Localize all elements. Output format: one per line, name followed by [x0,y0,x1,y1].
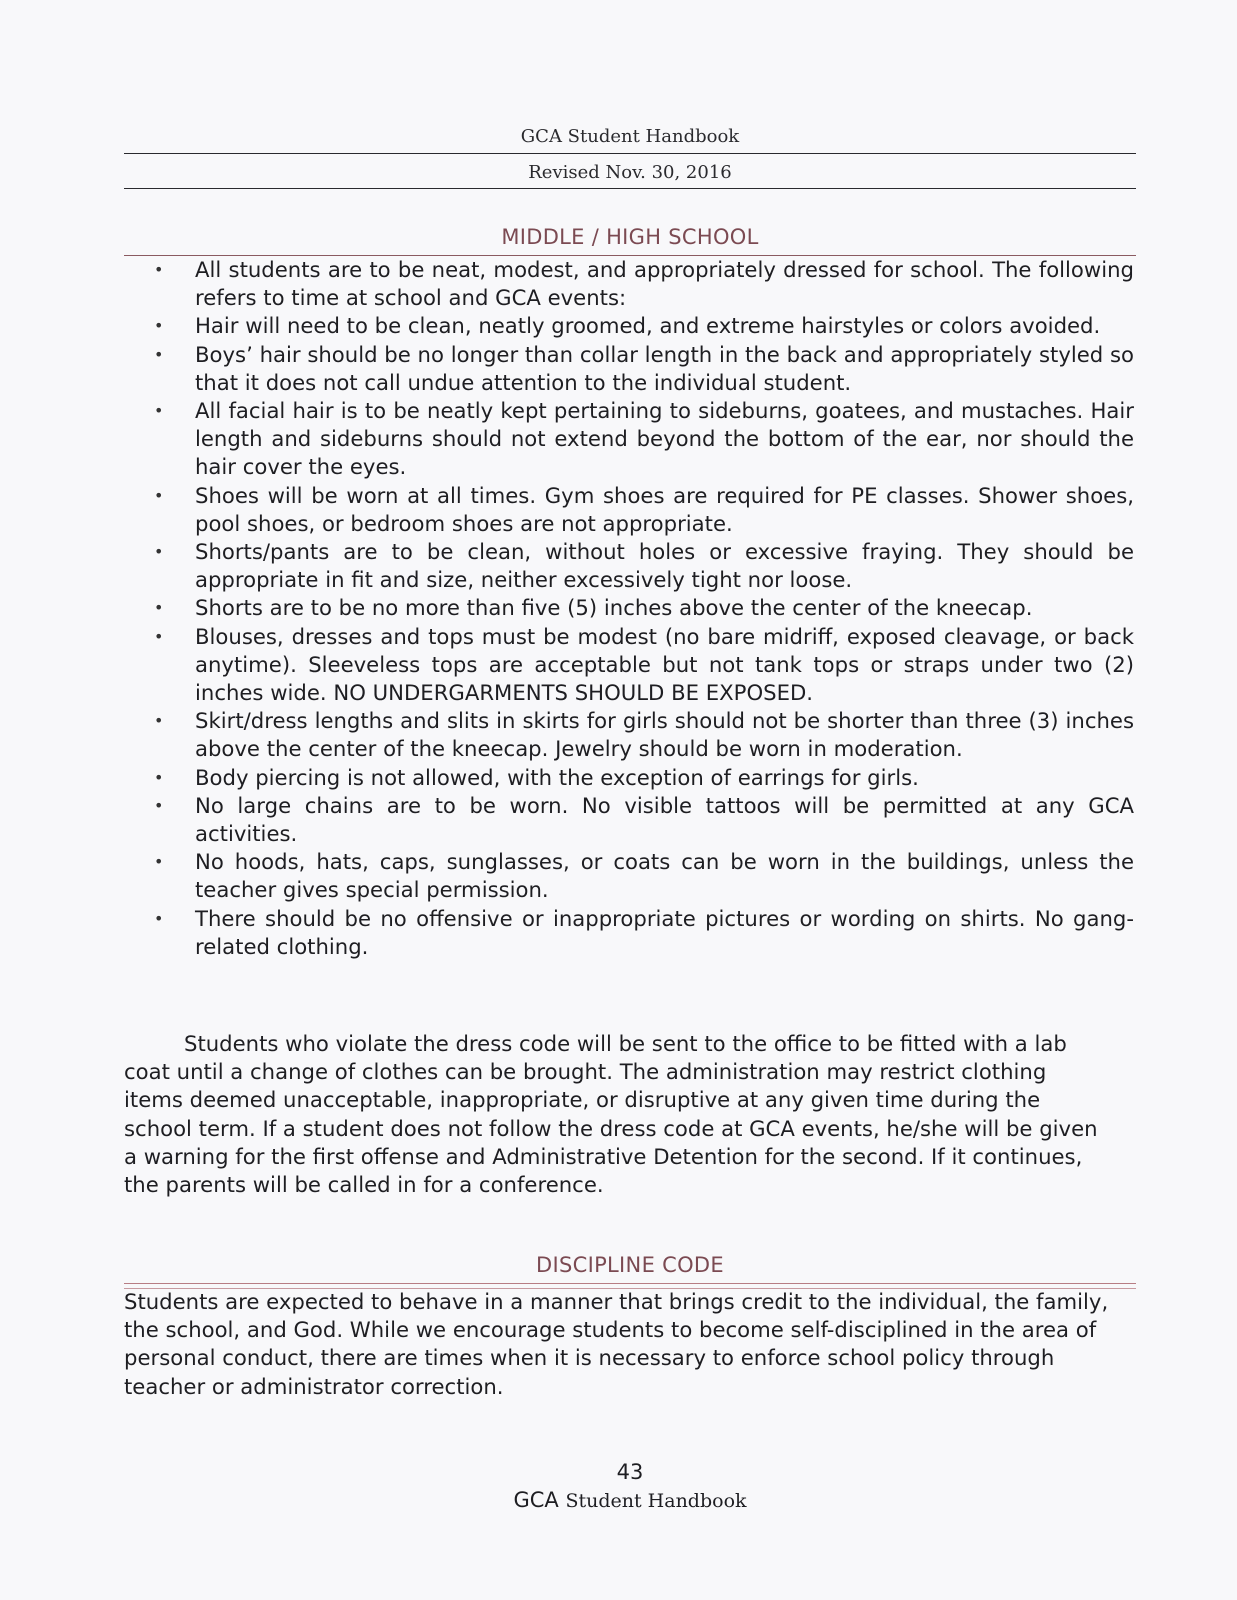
bullet-icon: • [154,485,164,505]
list-item-text: All facial hair is to be neatly kept pertaining to sideburns, goatees, and mustaches. Hair length and sideburns should not extend beyond the bottom of the ear, nor should the hair cover the eyes. [195,398,1134,480]
bullet-icon: • [154,626,164,646]
list-item-text: Skirt/dress lengths and slits in skirts for girls should not be shorter than three (3) inches above the center of the kneecap. Jewelry should be worn in moderation. [195,708,1134,762]
bullet-icon: • [154,852,164,872]
bullet-icon: • [154,711,164,731]
discipline-paragraph: Students are expected to behave in a manner that brings credit to the individual, the family, the school, and God. While we encourage students to become self-disciplined in the area of personal conduct, there are times when it is necessary to enforce school policy through teacher or administrator correction. [124,1289,1109,1399]
bullet-icon: • [154,344,164,364]
list-item-text: There should be no offensive or inappropriate pictures or wording on shirts. No gang-related clothing. [195,905,1134,959]
list-item [154,397,1134,482]
list-item-text: Body piercing is not allowed, with the exception of earrings for girls. [195,764,919,790]
list-item [154,623,1134,708]
list-item-text: Shorts are to be no more than five (5) inches above the center of the kneecap. [195,595,1033,621]
list-item [154,312,1134,340]
bullet-icon: • [154,795,164,815]
list-item-text: No large chains are to be worn. No visible tattoos will be permitted at any GCA activities. [195,792,1134,847]
list-item-text: Shorts/pants are to be clean, without holes or excessive fraying. They should be appropriate in fit and size, neither excessively tight nor loose. [195,539,1134,593]
bullet-icon: • [154,542,164,562]
running-header-title: GCA Student Handbook [520,126,740,147]
bullet-icon: • [154,316,164,336]
list-item-text: Shoes will be worn at all times. Gym shoes are required for PE classes. Shower shoes, pool shoes, or bedroom shoes are not appropriate. [195,482,1134,536]
bullet-icon: • [154,260,164,279]
list-item-text: No hoods, hats, caps, sunglasses, or coats can be worn in the buildings, unless the teacher gives special permission. [195,849,1134,903]
list-item [154,905,1134,961]
list-item-text: Boys’ hair should be no longer than collar length in the back and appropriately styled so that it does not call undue attention to the individual student. [195,341,1134,395]
bullet-icon: • [154,767,164,787]
list-item [154,341,1134,397]
bullet-icon: • [154,908,164,928]
list-item-text: Hair will need to be clean, neatly groomed, and extreme hairstyles or colors avoided. [195,313,1101,339]
list-item [154,594,1134,622]
bullet-icon: • [154,598,164,618]
footer-student-handbook: Student Handbook [565,1490,747,1512]
header-divider [124,153,1136,154]
list-item [154,256,1134,312]
list-item [154,538,1134,594]
dress-code-violation-paragraph: Students who violate the dress code will be sent to the office to be fitted with a lab coat until a change of clothes can be brought. The administration may restrict clothing items deemed unacceptable, inappropriate, or disruptive at any given time during the school term. If a student does not follow the dress code at GCA events, he/she will be given a warning for the first offense and Administrative Detention for the second. If it continues, the parents will be called in for a conference. [124,1031,1098,1198]
running-footer [124,1488,1136,1512]
section-heading-dress-code: MIDDLE / HIGH SCHOOL [501,225,759,249]
list-item [154,482,1134,538]
list-item [154,707,1134,763]
list-item-text: All students are to be neat, modest, and appropriately dressed for school. The following refers to time at school and GCA events: [195,257,1134,311]
bullet-icon: • [154,401,164,421]
list-item [154,848,1134,904]
list-item [154,764,1134,792]
dress-code-list [154,256,1134,961]
section-divider [124,1283,1136,1284]
page-number: 43 [616,1460,644,1484]
footer-gca: GCA [513,1488,559,1512]
running-header-revision: Revised Nov. 30, 2016 [528,162,732,183]
section-heading-discipline: DISCIPLINE CODE [536,1253,724,1277]
header-divider [124,188,1136,189]
list-item-text: Blouses, dresses and tops must be modest (no bare midriff, exposed cleavage, or back anytime). Sleeveless tops are acceptable but not tank tops or straps under two (2) inches wide. NO UNDERGARMENTS SHOULD BE EXPOSED. [195,623,1134,706]
list-item [154,792,1134,848]
